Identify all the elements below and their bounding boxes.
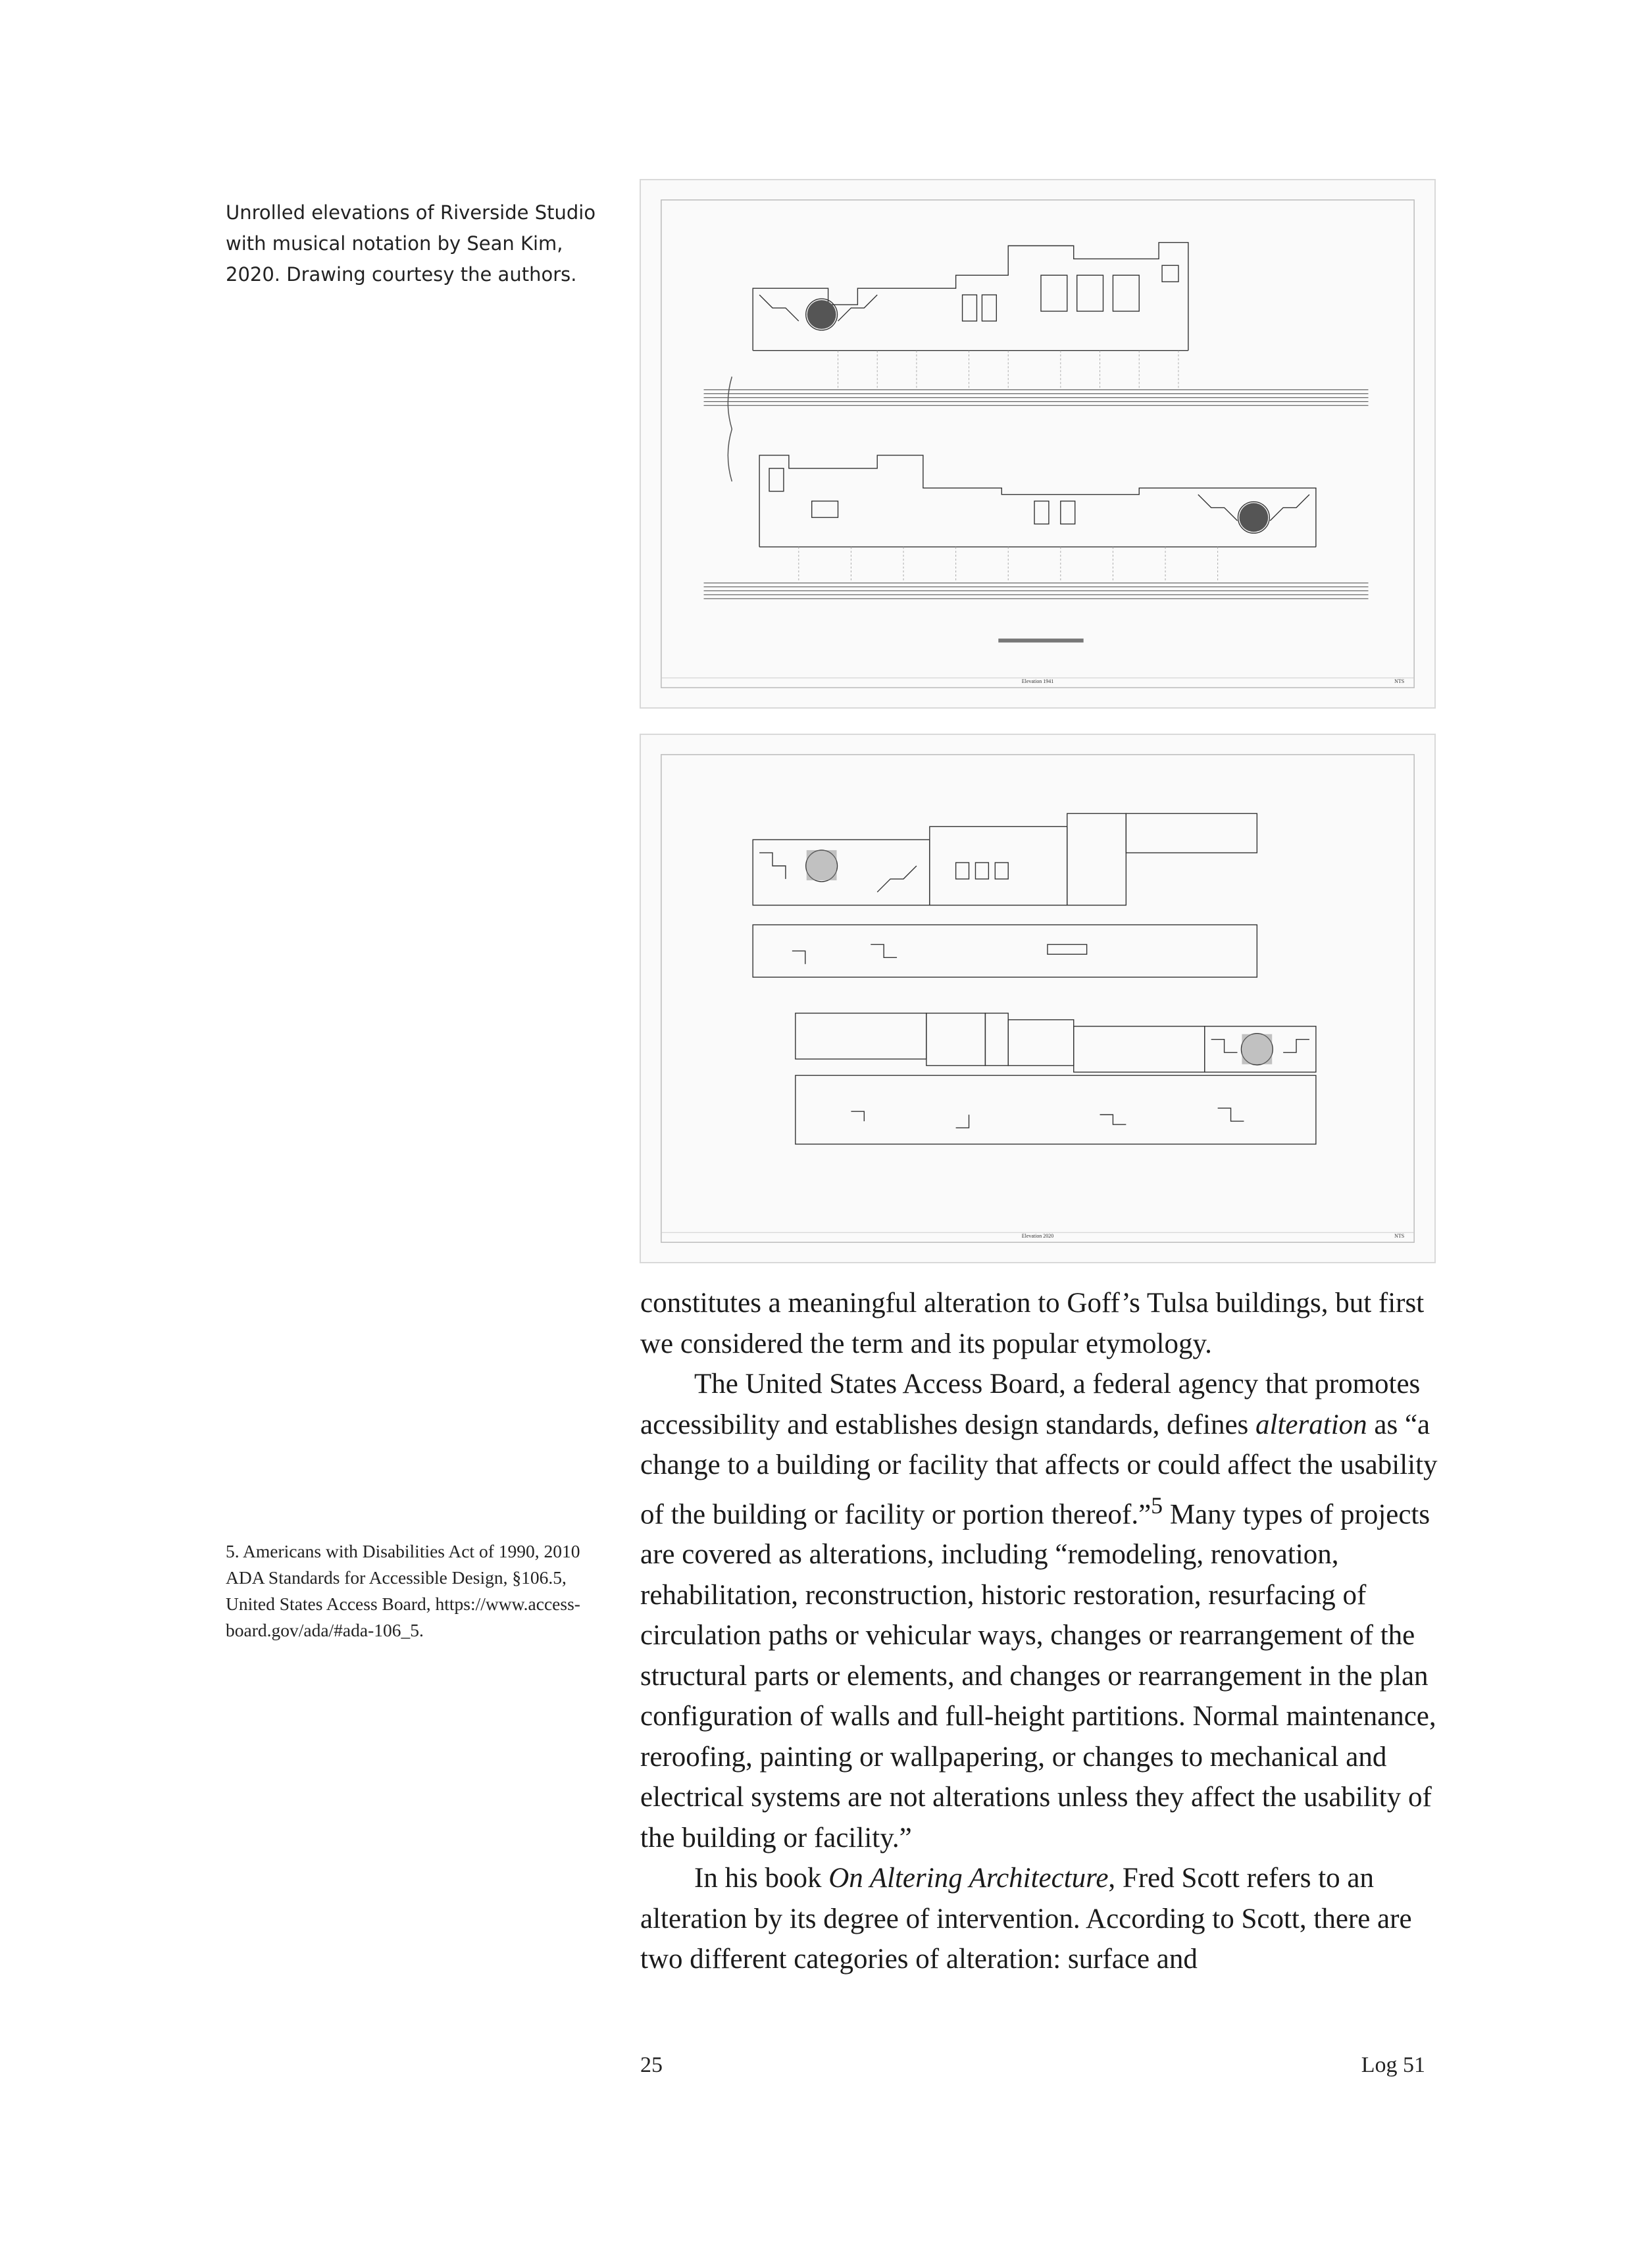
paragraph-3 <box>640 1858 1438 1980</box>
drawing-scale: NTS <box>1394 1233 1405 1240</box>
paragraph-2-text: The United States Access Board, a federal agency that promotes accessibility and establishes design standards, defines <box>640 1369 1421 1440</box>
elevation-2020-drawing <box>640 734 1436 1263</box>
footnote-ref-5[interactable]: 5 <box>1151 1492 1163 1519</box>
drawing-title: Elevation 1941 <box>1021 678 1054 685</box>
term-alteration: alteration <box>1255 1409 1367 1440</box>
running-foot: Log 51 <box>1361 2053 1425 2077</box>
paragraph-3-rest: , Fred Scott refers to an alteration by its degree of intervention. According to Scott, there are two different categories of alteration: surface and <box>640 1863 1412 1975</box>
paragraph-1: constitutes a meaningful alteration to Goff’s Tulsa buildings, but first we considered the term and its popular etymology. <box>640 1288 1425 1359</box>
paragraph-2-quote: as “a change to a building or facility that affects or could affect the usability of the building or facility or portion thereof.” <box>640 1409 1438 1530</box>
drawing-scale: NTS <box>1394 678 1405 685</box>
drawing-title: Elevation 2020 <box>1021 1233 1054 1240</box>
body-text <box>640 1283 1438 1980</box>
elevation-2020-svg <box>641 735 1434 1262</box>
footnote-5: 5. Americans with Disabilities Act of 1990, 2010 ADA Standards for Accessible Design, §106.5, United States Access Board, https://www.access-board.gov/ada/#ada-106_5. <box>226 1541 580 1640</box>
paragraph-3-text: In his book <box>694 1863 829 1894</box>
book-title: On Altering Architecture <box>828 1863 1109 1894</box>
paragraph-2 <box>640 1364 1438 1858</box>
figure-caption: Unrolled elevations of Riverside Studio with musical notation by Sean Kim, 2020. Drawing courtesy the authors. <box>226 201 596 286</box>
elevation-1941-drawing <box>640 179 1436 709</box>
paragraph-2-rest: Many types of projects are covered as alterations, including “remodeling, renovation, rehabilitation, reconstruction, historic restoration, resurfacing of circulation paths or vehicular ways, changes or rearrangement of the structural parts or elements, and changes or rearrangement in the plan configuration of walls and full-height partitions. Normal maintenance, reroofing, painting or wallpapering, or changes to mechanical and electrical systems are not alterations unless they affect the usability of the building or facility.” <box>640 1498 1436 1853</box>
page-number: 25 <box>640 2053 663 2077</box>
elevation-1941-svg <box>641 180 1434 707</box>
